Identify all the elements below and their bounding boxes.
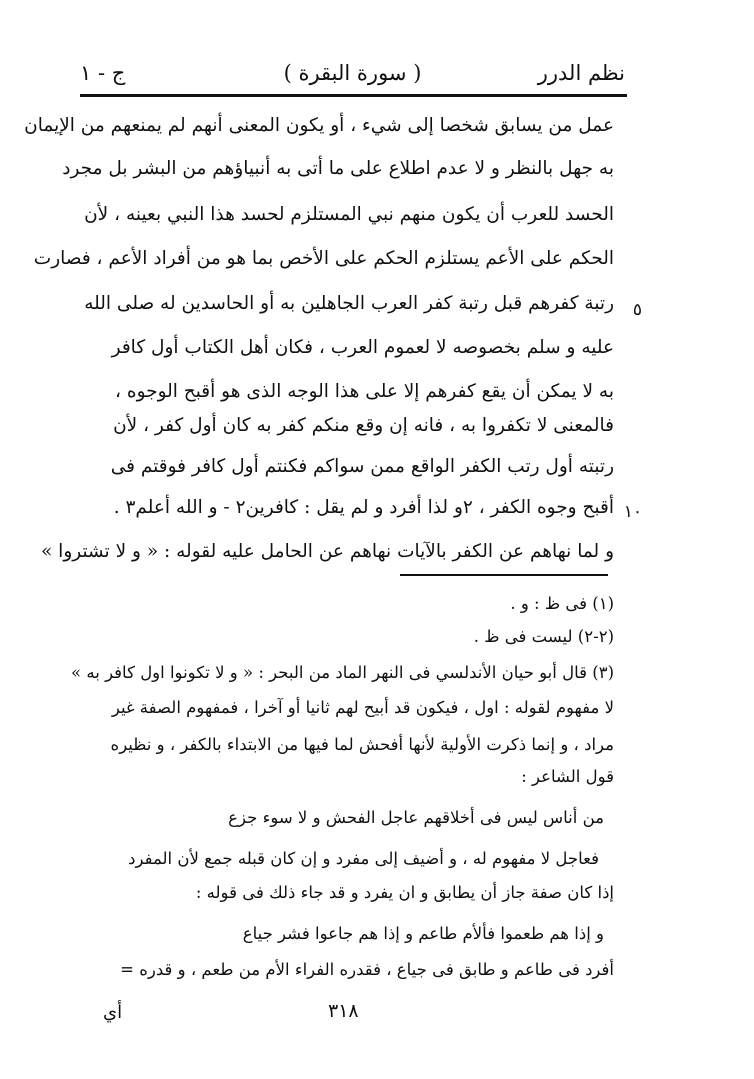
volume-label: ج - ١ <box>80 61 126 85</box>
footnote-rule <box>400 574 608 576</box>
header-rule <box>80 94 627 97</box>
verse-line: من أناس ليس فى أخلاقهم عاجل الفحش و لا سوء جزع <box>228 808 604 827</box>
line-number: ٥ <box>632 300 642 320</box>
footnote-line: (٢-٢) ليست فى ظ . <box>473 627 614 646</box>
footnote-line: مراد ، و إنما ذكرت الأولية لأنها أفحش لما فيها من الابتداء بالكفر ، و نظيره <box>110 735 614 754</box>
footnote-line: فعاجل لا مفهوم له ، و أضيف إلى مفرد و إن كان قبله جمع لأن المفرد <box>128 849 599 868</box>
footnote-line: أفرد فى طاعم و طابق فى جياع ، فقدره الفراء الأم من طعم ، و قدره = <box>120 960 614 979</box>
text-line: به جهل بالنظر و لا عدم اطلاع على ما أتى به أنبياؤهم من البشر بل مجرد <box>62 158 614 179</box>
page-number: ٣١٨ <box>328 1000 359 1022</box>
catchword: أي <box>103 1002 123 1023</box>
text-line: عليه و سلم بخصوصه لا لعموم العرب ، فكان أهل الكتاب أول كافر <box>111 337 614 358</box>
text-line: و لما نهاهم عن الكفر بالآيات نهاهم عن الحامل عليه لقوله : « و لا تشتروا » <box>40 541 614 562</box>
footnote-line: قول الشاعر : <box>521 767 614 786</box>
text-line: الحكم على الأعم يستلزم الحكم على الأخص بما هو من أفراد الأعم ، فصارت <box>33 248 614 269</box>
text-line: به لا يمكن أن يقع كفرهم إلا على هذا الوجه الذى هو أقبح الوجوه ، <box>115 381 614 402</box>
footnote-line: إذا كان صفة جاز أن يطابق و ان يفرد و قد جاء ذلك فى قوله : <box>195 883 614 902</box>
footnote-line: لا مفهوم لقوله : اول ، فيكون قد أبيح لهم ثانيا أو آخرا ، فمفهوم الصفة غير <box>111 698 614 717</box>
text-line: أقبح وجوه الكفر ، ٢و لذا أفرد و لم يقل : كافرين٢ - و الله أعلم٣ . <box>113 497 614 518</box>
text-line: رتبته أول رتب الكفر الواقع ممن سواكم فكنتم أول كافر فوقتم فى <box>110 456 614 477</box>
verse-line: و إذا هم طعموا فألأم طاعم و إذا هم جاعوا فشر جياع <box>242 924 604 943</box>
text-line: عمل من يسابق شخصا إلى شيء ، أو يكون المعنى أنهم لم يمنعهم من الإيمان <box>24 115 614 136</box>
text-line: فالمعنى لا تكفروا به ، فانه إن وقع منكم كفر به كان أول كفر ، لأن <box>113 415 614 436</box>
line-number: ١٠ <box>623 502 642 522</box>
surah-title: ( سورة البقرة ) <box>283 61 422 85</box>
text-line: رتبة كفرهم قبل رتبة كفر العرب الجاهلين به أو الحاسدين له صلى الله <box>84 293 614 314</box>
footnote-line: (١) فى ظ : و . <box>510 594 614 613</box>
running-header <box>80 58 625 92</box>
footnote-line: (٣) قال أبو حيان الأندلسي فى النهر الماد من البحر : « و لا تكونوا اول كافر به » <box>71 663 614 682</box>
book-title: نظم الدرر <box>537 61 625 85</box>
text-line: الحسد للعرب أن يكون منهم نبي المستلزم لحسد هذا النبي بعينه ، لأن <box>84 204 614 225</box>
